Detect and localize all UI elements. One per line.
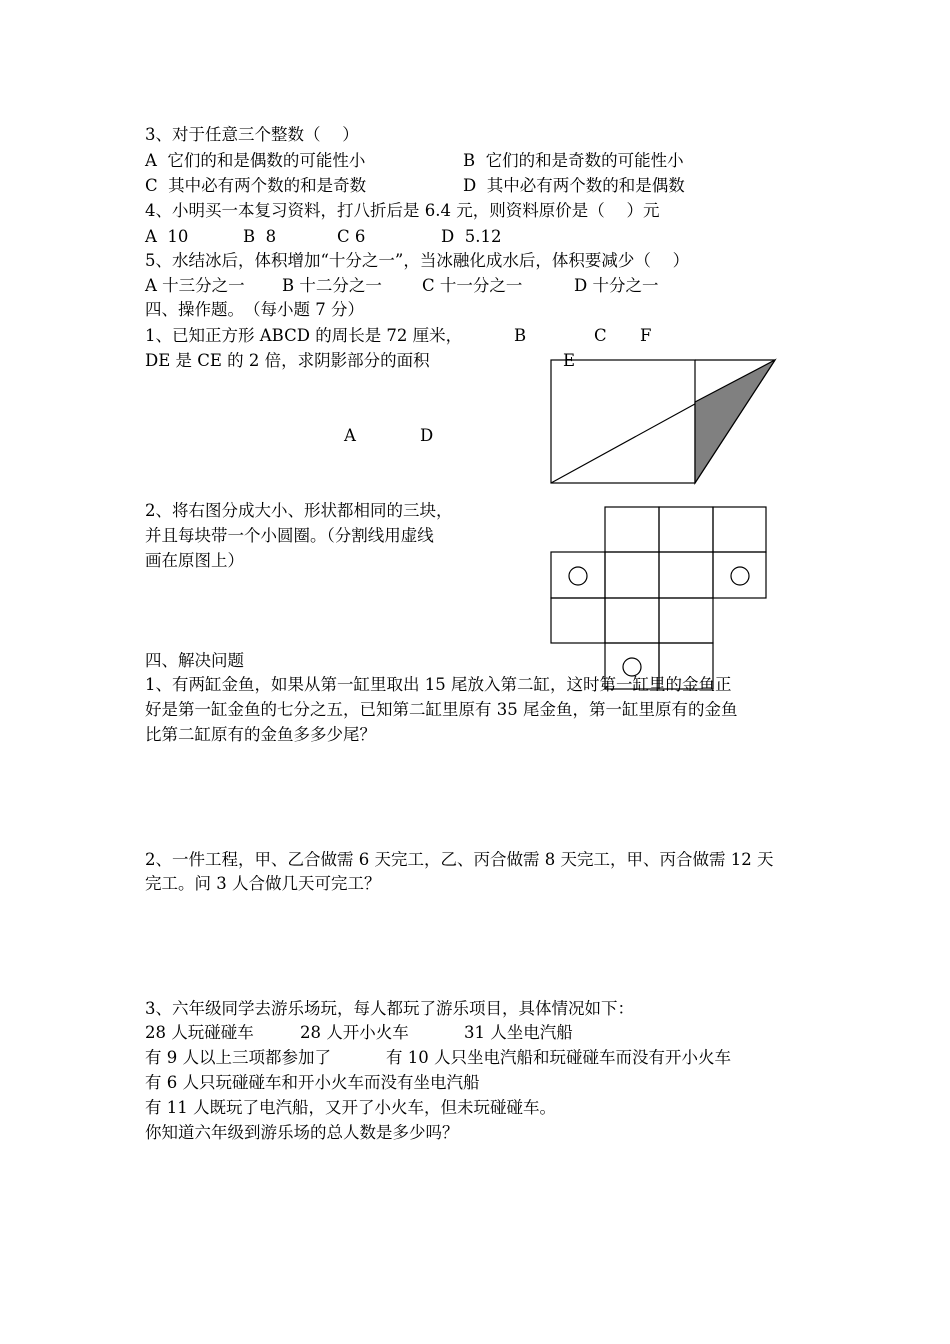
grid-cell xyxy=(659,507,713,552)
ops-p2-line1: 2、将右图分成大小、形状都相同的三块， xyxy=(145,501,453,520)
solve-p1-line2: 好是第一缸金鱼的七分之五，已知第二缸里原有 35 尾金鱼，第一缸里原有的金鱼 xyxy=(145,700,738,719)
shaded-triangle xyxy=(695,360,775,483)
q4-stem: 4、小明买一本复习资料，打八折后是 6.4 元，则资料原价是（ ）元 xyxy=(145,201,660,220)
label-d: D xyxy=(420,426,434,445)
solve-p3-line1: 3、六年级同学去游乐场玩，每人都玩了游乐项目，具体情况如下： xyxy=(145,999,634,1018)
grid-figure xyxy=(551,507,766,689)
label-b: B xyxy=(514,326,527,345)
q3-option-d: D 其中必有两个数的和是偶数 xyxy=(463,176,685,195)
grid-cell xyxy=(605,507,659,552)
q3-stem: 3、对于任意三个整数（ ） xyxy=(145,125,359,144)
solve-p3-line3b: 有 10 人只坐电汽船和玩碰碰车而没有开小火车 xyxy=(386,1048,731,1067)
ops-heading: 四、操作题。 （每小题 7 分） xyxy=(145,300,364,319)
label-e: E xyxy=(563,351,576,370)
grid-cell xyxy=(551,598,605,643)
q3-option-a: A 它们的和是偶数的可能性小 xyxy=(145,151,366,170)
ops-p2-line3: 画在原图上） xyxy=(145,551,244,570)
q5-option-a: A 十三分之一 xyxy=(145,276,245,295)
grid-cell xyxy=(659,598,713,643)
q5-stem: 5、水结冰后，体积增加“十分之一”，当冰融化成水后，体积要减少（ ） xyxy=(145,251,690,270)
small-circle-icon xyxy=(731,567,749,585)
q4-option-a: A 10 xyxy=(145,227,189,246)
ops-p2-line2: 并且每块带一个小圆圈。（分割线用虚线 xyxy=(145,526,434,545)
solve-p1-line3: 比第二缸原有的金鱼多多少尾？ xyxy=(145,725,376,744)
q4-option-b: B 8 xyxy=(243,227,277,246)
solve-p3-line3a: 有 9 人以上三项都参加了 xyxy=(145,1048,331,1067)
solve-heading: 四、解决问题 xyxy=(145,651,244,670)
solve-p2-line2: 完工。问 3 人合做几天可完工？ xyxy=(145,874,381,893)
ops-p1-line1: 1、已知正方形 ABCD 的周长是 72 厘米， xyxy=(145,326,463,345)
solve-p3-item2: 28 人开小火车 xyxy=(300,1023,409,1042)
grid-cell xyxy=(605,598,659,643)
q5-option-d: D 十分之一 xyxy=(574,276,659,295)
q5-option-c: C 十一分之一 xyxy=(422,276,523,295)
solve-p3-item1: 28 人玩碰碰车 xyxy=(145,1023,254,1042)
grid-cell xyxy=(713,552,766,598)
solve-p3-item3: 31 人坐电汽船 xyxy=(464,1023,573,1042)
q4-option-c: C 6 xyxy=(337,227,366,246)
label-c: C xyxy=(594,326,607,345)
solve-p3-line5: 有 11 人既玩了电汽船，又开了小火车，但未玩碰碰车。 xyxy=(145,1098,556,1117)
grid-cell xyxy=(551,552,605,598)
label-a: A xyxy=(344,426,356,445)
solve-p3-line4: 有 6 人只玩碰碰车和开小火车而没有坐电汽船 xyxy=(145,1073,480,1092)
solve-p2-line1: 2、一件工程，甲、乙合做需 6 天完工，乙、丙合做需 8 天完工，甲、丙合做需 12 天 xyxy=(145,850,774,869)
solve-p1-line1: 1、有两缸金鱼，如果从第一缸里取出 15 尾放入第二缸，这时第一缸里的金鱼正 xyxy=(145,675,732,694)
q4-option-d: D 5.12 xyxy=(441,227,502,246)
small-circle-icon xyxy=(569,567,587,585)
ops-p1-line2: DE 是 CE 的 2 倍，求阴影部分的面积 xyxy=(145,351,430,370)
q3-option-b: B 它们的和是奇数的可能性小 xyxy=(463,151,684,170)
q3-option-c: C 其中必有两个数的和是奇数 xyxy=(145,176,367,195)
label-f: F xyxy=(640,326,652,345)
grid-cell xyxy=(713,507,766,552)
square-figure xyxy=(551,360,775,483)
square-abcd xyxy=(551,360,695,483)
grid-cell xyxy=(659,552,713,598)
solve-p3-line6: 你知道六年级到游乐场的总人数是多少吗？ xyxy=(145,1123,459,1142)
grid-cell xyxy=(605,552,659,598)
q5-option-b: B 十二分之一 xyxy=(282,276,382,295)
